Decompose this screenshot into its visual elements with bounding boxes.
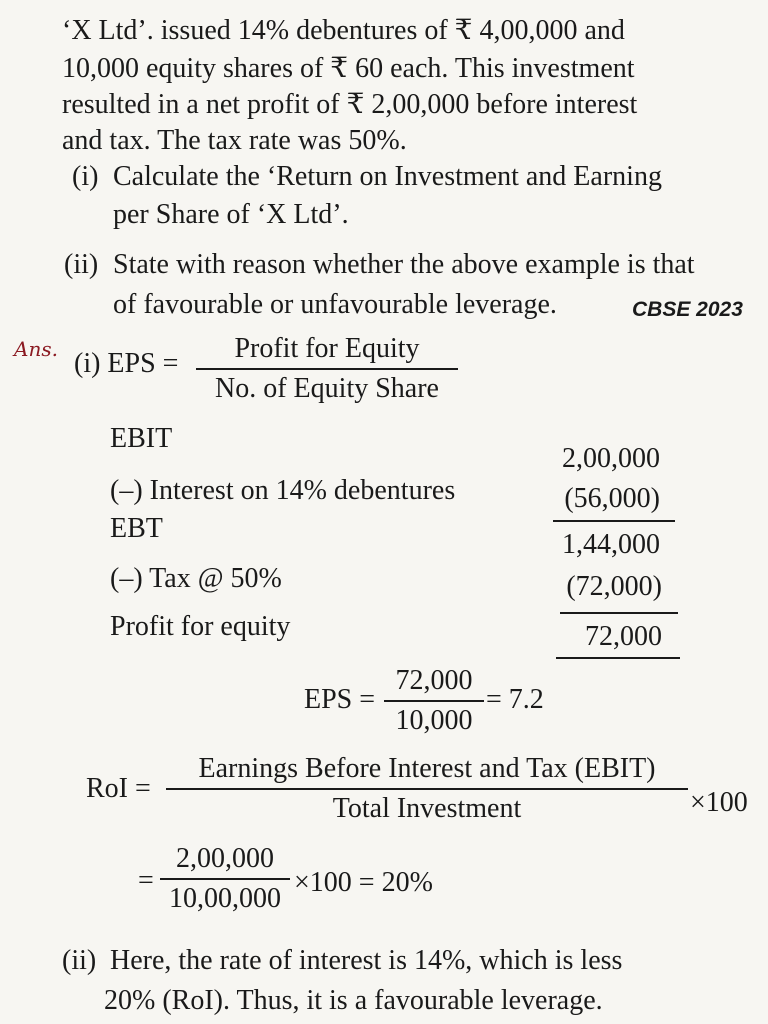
eps-formula-prefix: (i) EPS = bbox=[74, 348, 179, 379]
eps-result-denominator: 10,000 bbox=[395, 705, 473, 736]
question-line-3: resulted in a net profit of ₹ 2,00,000 before interest bbox=[62, 89, 638, 120]
calc-row-value: (56,000) bbox=[564, 483, 660, 514]
fraction-bar bbox=[166, 788, 688, 790]
answer-part-ii-line-2: 20% (RoI). Thus, it is a favourable leverage. bbox=[104, 985, 603, 1016]
question-part-ii-number: (ii) bbox=[64, 249, 99, 280]
calc-row-label: Profit for equity bbox=[110, 611, 291, 642]
answer-part-ii-line-1: Here, the rate of interest is 14%, which is less bbox=[110, 945, 623, 976]
roi-calc-fraction bbox=[160, 842, 290, 916]
question-part-i-line-1: Calculate the ‘Return on Investment and Earning bbox=[113, 161, 662, 192]
answer-label: Ans. bbox=[14, 337, 58, 361]
eps-result-value: = 7.2 bbox=[486, 684, 544, 715]
calc-row-value: 1,44,000 bbox=[562, 529, 660, 560]
question-part-i-line-2: per Share of ‘X Ltd’. bbox=[113, 199, 349, 230]
roi-calc-equals: = bbox=[138, 865, 154, 896]
eps-formula-numerator: Profit for Equity bbox=[234, 333, 420, 364]
roi-calc-result: ×100 = 20% bbox=[294, 867, 433, 898]
answer-part-ii-number: (ii) bbox=[62, 945, 97, 976]
calc-row-value: 72,000 bbox=[585, 621, 662, 652]
source-badge: CBSE 2023 bbox=[632, 298, 743, 321]
calc-row-label: EBT bbox=[110, 513, 163, 544]
question-line-2: 10,000 equity shares of ₹ 60 each. This investment bbox=[62, 53, 635, 84]
eps-result-prefix: EPS = bbox=[304, 684, 376, 715]
roi-formula-multiplier: ×100 bbox=[690, 787, 748, 818]
eps-result-numerator: 72,000 bbox=[395, 665, 473, 696]
question-line-1: ‘X Ltd’. issued 14% debentures of ₹ 4,00,000 and bbox=[62, 15, 625, 46]
eps-result-fraction bbox=[384, 664, 484, 738]
roi-calc-numerator: 2,00,000 bbox=[176, 843, 274, 874]
total-rule bbox=[556, 657, 680, 659]
calc-row-label: (–) Interest on 14% debentures bbox=[110, 475, 456, 506]
subtotal-rule bbox=[553, 520, 675, 522]
question-part-ii-line-2: of favourable or unfavourable leverage. bbox=[113, 289, 557, 320]
eps-formula-denominator: No. of Equity Share bbox=[215, 373, 439, 404]
calc-row-label: (–) Tax @ 50% bbox=[110, 563, 282, 594]
eps-formula-fraction bbox=[196, 332, 458, 406]
fraction-bar bbox=[384, 700, 484, 702]
fraction-bar bbox=[196, 368, 458, 370]
roi-formula-fraction bbox=[166, 752, 688, 826]
calc-row-value: (72,000) bbox=[566, 571, 662, 602]
question-part-ii-line-1: State with reason whether the above example is that bbox=[113, 249, 695, 280]
question-line-4: and tax. The tax rate was 50%. bbox=[62, 125, 407, 156]
calc-row-label: EBIT bbox=[110, 423, 173, 454]
roi-formula-numerator: Earnings Before Interest and Tax (EBIT) bbox=[198, 753, 656, 784]
question-part-i-number: (i) bbox=[72, 161, 99, 192]
roi-calc-denominator: 10,00,000 bbox=[169, 883, 281, 914]
subtotal-rule bbox=[560, 612, 678, 614]
fraction-bar bbox=[160, 878, 290, 880]
roi-formula-denominator: Total Investment bbox=[332, 793, 522, 824]
calc-row-value: 2,00,000 bbox=[562, 443, 660, 474]
roi-formula-prefix: RoI = bbox=[86, 773, 151, 804]
